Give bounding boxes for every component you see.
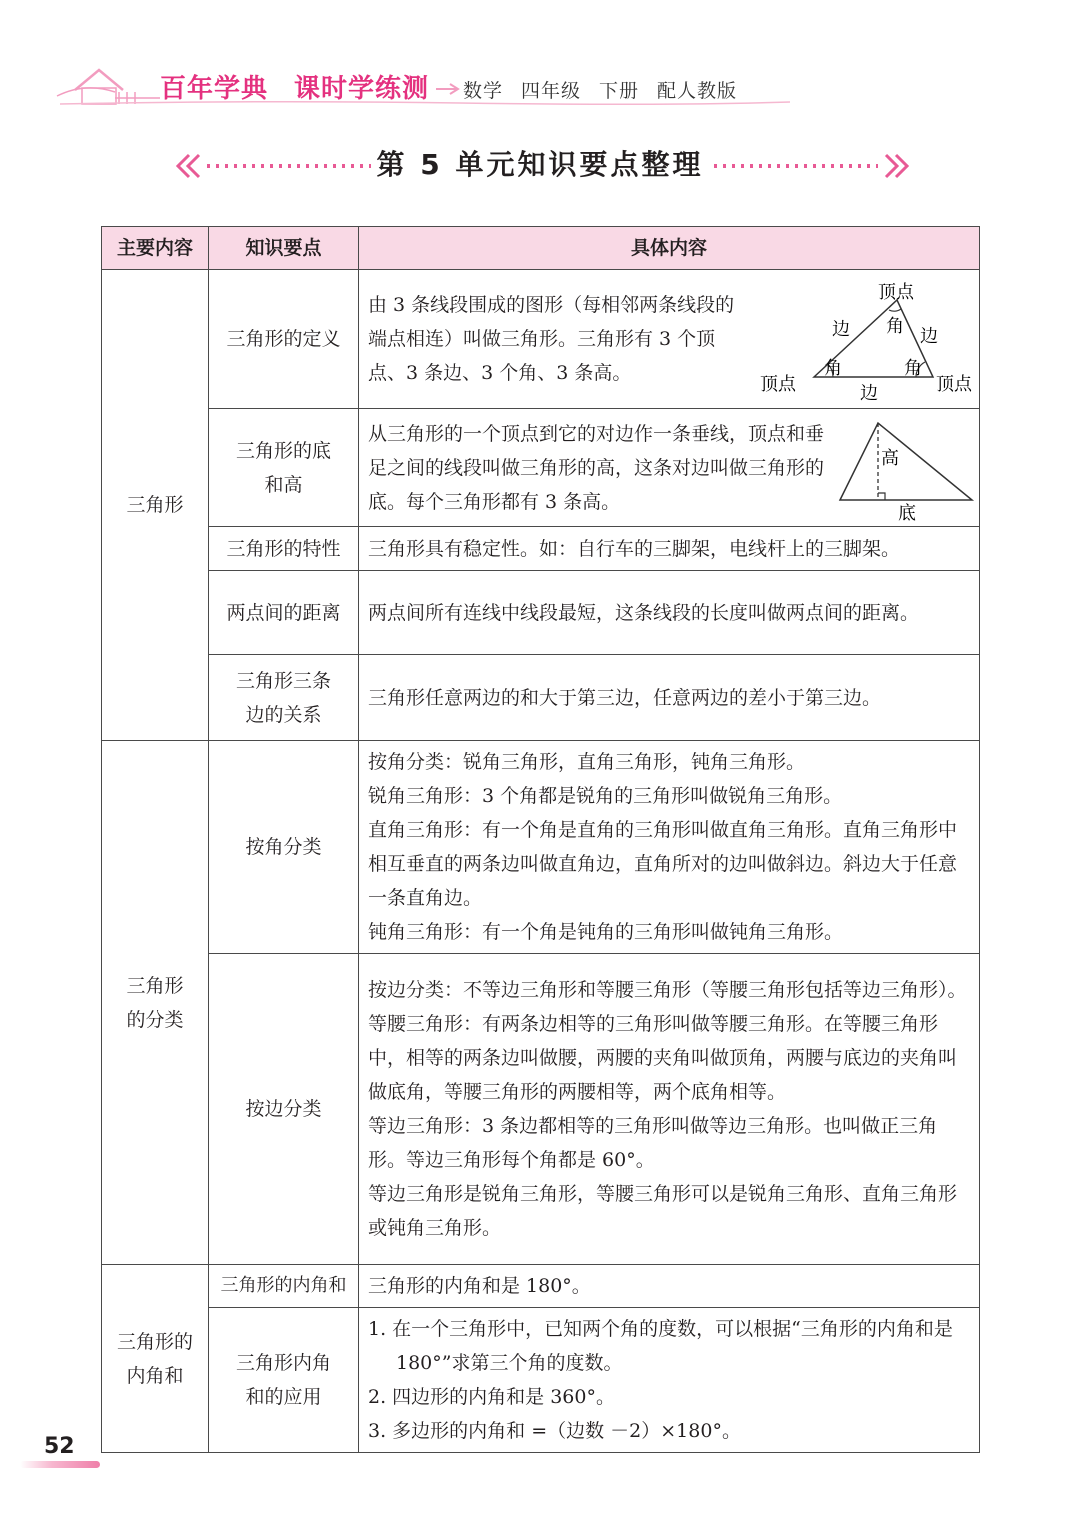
title-row [0, 143, 1080, 193]
page-header [0, 0, 1080, 120]
diagram-label-height: 高 [881, 448, 899, 469]
point-angle-sum-application [209, 1308, 359, 1453]
table-header-row [102, 227, 980, 270]
by-side-line: 按边分类：不等边三角形和等腰三角形（等腰三角形包括等边三角形）。 [368, 979, 967, 1001]
diagram-label-right-vertex: 顶点 [936, 374, 972, 395]
point-angle-sum: 三角形的内角和 [209, 1265, 359, 1308]
diagram-label-right-angle: 角 [904, 358, 922, 379]
diagram-label-bottom-side: 边 [860, 383, 878, 404]
category-angle-sum [102, 1265, 209, 1453]
point-distance: 两点间的距离 [209, 571, 359, 655]
category-triangle: 三角形 [102, 270, 209, 741]
triangle-height-diagram [836, 413, 976, 522]
diagram-label-left-angle: 角 [824, 358, 842, 379]
arrow-decoration-icon [436, 82, 462, 96]
page-number-bar [20, 1461, 100, 1468]
diagram-label-right-side: 边 [920, 326, 938, 347]
category-classification-label: 三角形的分类 [126, 974, 184, 1031]
point-angle-sum-application-label: 三角形内角和的应用 [235, 1352, 331, 1408]
table-row [102, 527, 980, 571]
table-row [102, 571, 980, 655]
by-side-line: 等边三角形是锐角三角形，等腰三角形可以是锐角三角形、直角三角形或钝角三角形。 [368, 1183, 958, 1239]
list-item: 2. 四边形的内角和是 360°。 [368, 1386, 615, 1408]
header-detail: 具体内容 [359, 227, 980, 270]
diagram-label-top-angle: 角 [886, 316, 904, 337]
point-by-side: 按边分类 [209, 954, 359, 1265]
header-main-content: 主要内容 [102, 227, 209, 270]
brand-name: 百年学典 [160, 74, 269, 104]
content-base-height [359, 409, 980, 527]
point-definition: 三角形的定义 [209, 270, 359, 409]
triangle-parts-diagram [758, 274, 978, 404]
subject-label: 数学 [463, 80, 504, 102]
table-row [102, 655, 980, 741]
content-distance: 两点间所有连线中线段最短，这条线段的长度叫做两点间的距离。 [359, 571, 980, 655]
double-chevron-right-icon [710, 151, 910, 181]
table-row [102, 270, 980, 409]
diagram-label-left-side: 边 [832, 319, 850, 340]
content-sides-relation: 三角形任意两边的和大于第三边，任意两边的差小于第三边。 [359, 655, 980, 741]
series-name: 课时学练测 [294, 74, 430, 104]
diagram-label-base: 底 [898, 503, 916, 522]
by-side-line: 等腰三角形：有两条边相等的三角形叫做等腰三角形。在等腰三角形中，相等的两条边叫做腰，两腰的夹角叫做顶角，两腰与底边的夹角叫做底角，等腰三角形的两腰相等，两个底角相等。 [368, 1013, 958, 1103]
diagram-label-left-vertex: 顶点 [760, 374, 796, 395]
volume-label: 下册 [599, 80, 640, 102]
definition-text: 由 3 条线段围成的图形（每相邻两条线段的端点相连）叫做三角形。三角形有 3 个顶点、3 条边、3 个角、3 条高。 [368, 294, 735, 384]
point-sides-relation-label: 三角形三条边的关系 [235, 669, 331, 726]
table-row [102, 1308, 980, 1453]
edition-label: 配人教版 [657, 80, 738, 102]
content-by-side [359, 954, 980, 1265]
diagram-label-top-vertex: 顶点 [878, 282, 914, 303]
table-row [102, 409, 980, 527]
by-angle-line: 直角三角形：有一个角是直角的三角形叫做直角三角形。直角三角形中相互垂直的两条边叫做直角边，直角所对的边叫做斜边。斜边大于任意一条直角边。 [368, 819, 958, 909]
by-angle-line: 按角分类：锐角三角形，直角三角形，钝角三角形。 [368, 751, 806, 773]
table-row [102, 1265, 980, 1308]
content-angle-sum-application [359, 1308, 980, 1453]
point-base-height [209, 409, 359, 527]
point-property: 三角形的特性 [209, 527, 359, 571]
list-item: 1. 在一个三角形中，已知两个角的度数，可以根据“三角形的内角和是 180°”求第三个角的度数。 [368, 1318, 953, 1374]
by-angle-line: 钝角三角形：有一个角是钝角的三角形叫做钝角三角形。 [368, 921, 844, 943]
content-by-angle [359, 741, 980, 954]
category-classification [102, 741, 209, 1265]
grade-label: 四年级 [521, 80, 582, 102]
page-title: 第 5 单元知识要点整理 [376, 148, 704, 181]
content-property: 三角形具有稳定性。如：自行车的三脚架，电线杆上的三脚架。 [359, 527, 980, 571]
category-angle-sum-label: 三角形的内角和 [116, 1330, 193, 1387]
point-base-height-label: 三角形的底和高 [235, 439, 331, 496]
base-height-text: 从三角形的一个顶点到它的对边作一条垂线，顶点和垂足之间的线段叫做三角形的高，这条对边叫做三角形的底。每个三角形都有 3 条高。 [368, 423, 825, 513]
content-definition [359, 270, 980, 409]
header-knowledge-point: 知识要点 [209, 227, 359, 270]
by-side-line: 等边三角形：3 条边都相等的三角形叫做等边三角形。也叫做正三角形。等边三角形每个角都是 60°。 [368, 1115, 938, 1171]
list-item: 3. 多边形的内角和 =（边数 －2）×180°。 [368, 1420, 741, 1442]
content-angle-sum: 三角形的内角和是 180°。 [359, 1265, 980, 1308]
knowledge-table [101, 226, 980, 1453]
by-angle-line: 锐角三角形：3 个角都是锐角的三角形叫做锐角三角形。 [368, 785, 843, 807]
page-number: 52 [44, 1434, 75, 1459]
table-row [102, 741, 980, 954]
point-sides-relation [209, 655, 359, 741]
point-by-angle: 按角分类 [209, 741, 359, 954]
table-row [102, 954, 980, 1265]
header-underline [60, 98, 790, 108]
